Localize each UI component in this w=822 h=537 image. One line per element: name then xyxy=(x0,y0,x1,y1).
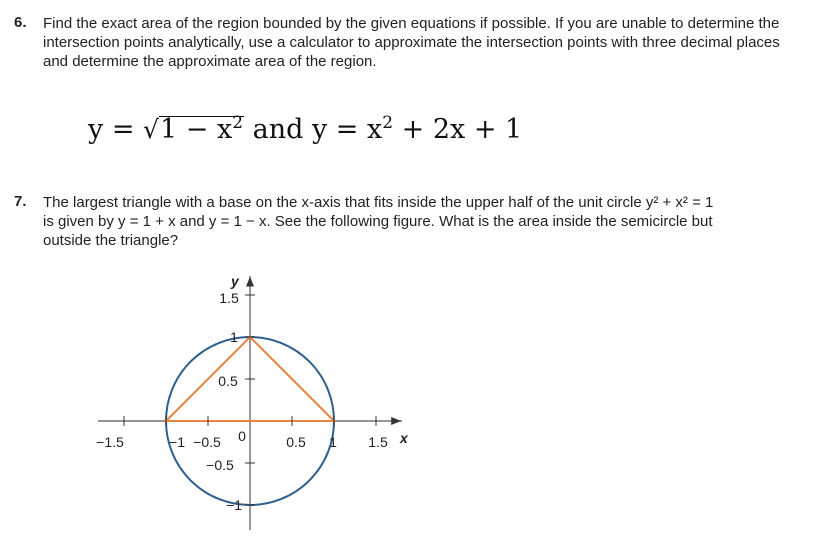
equation-rhs-pre: y = x xyxy=(311,114,383,145)
x-axis-label: x xyxy=(400,430,408,446)
problem-number: 7. xyxy=(14,193,27,210)
x-axis-arrow xyxy=(391,417,401,425)
x-tick-label: −1.5 xyxy=(96,434,124,450)
y-tick-label: 1.5 xyxy=(219,290,239,306)
equation-and: and xyxy=(244,114,312,145)
x-tick-label: −1 xyxy=(169,434,185,450)
y-axis-label: y xyxy=(231,273,239,289)
radical-sign: √ xyxy=(143,115,159,144)
x-tick-label: 1.5 xyxy=(368,434,388,450)
y-axis-arrow xyxy=(246,277,254,287)
x-tick-label: 0 xyxy=(238,428,246,444)
problem-text-line-3: outside the triangle? xyxy=(43,232,179,249)
x-tick-label: 0.5 xyxy=(286,434,306,450)
problem-number: 6. xyxy=(14,14,27,31)
problem-text-line-2: is given by y = 1 + x and y = 1 − x. See the following figure. What is the area inside the semicircle but xyxy=(43,213,713,230)
radicand-exponent: 2 xyxy=(232,113,244,133)
problem-text-line-1: The largest triangle with a base on the x-axis that fits inside the upper half of the unit circle y² + x² = 1 xyxy=(43,194,714,211)
equation-rhs-post: + 2x + 1 xyxy=(393,114,523,145)
y-tick-label: 1 xyxy=(230,329,238,345)
y-tick-label: −1 xyxy=(226,497,242,513)
y-tick-label: −0.5 xyxy=(206,457,234,473)
x-tick-label: 1 xyxy=(329,434,337,450)
radicand-base: 1 − x xyxy=(159,114,233,145)
x-tick-label: −0.5 xyxy=(193,434,221,450)
y-tick-label: 0.5 xyxy=(218,373,238,389)
equation-rhs-exponent: 2 xyxy=(382,113,394,133)
problem-text: Find the exact area of the region bounded by the given equations if possible. If you are unable to determine the intersection points analytically, use a calculator to approximate the intersection points with three decimal places and determine the approximate area of the region. xyxy=(43,15,780,70)
equation-lhs: y = xyxy=(88,114,144,145)
